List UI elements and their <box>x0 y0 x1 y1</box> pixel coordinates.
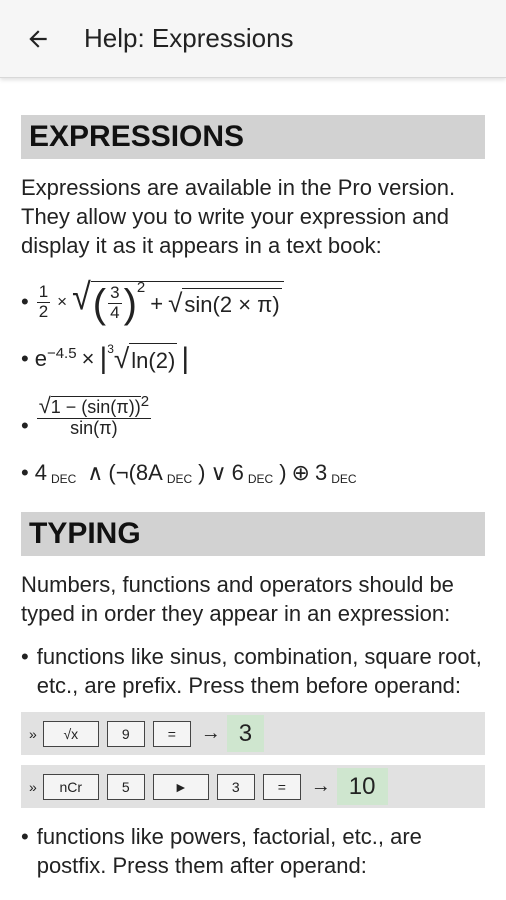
typing-description: Numbers, functions and operators should be typed in order they appear in an expression: <box>21 572 454 626</box>
example-expression-fraction-root <box>21 270 485 334</box>
list-item <box>21 822 485 880</box>
bullet: • <box>21 824 29 849</box>
bullet: • <box>21 644 29 669</box>
exponent: −4.5 <box>46 344 77 362</box>
prompt-icon: » <box>29 725 37 742</box>
section-header-expressions: EXPRESSIONS <box>21 115 485 159</box>
xor-operator: ⊕ <box>291 460 310 485</box>
key-5: 5 <box>107 774 145 800</box>
key-equals: = <box>153 721 191 747</box>
root-index: 3 <box>107 342 114 356</box>
result-arrow: → <box>200 722 221 744</box>
key-sqrt: √x <box>43 721 99 747</box>
list-item <box>21 642 485 700</box>
inner-square-root: √ sin(2 × π) <box>168 288 280 318</box>
expressions-description: Expressions are available in the Pro version. They allow you to write your expression and display it as it appears in a text book: <box>21 175 456 258</box>
and-operator: ∧ <box>87 460 104 485</box>
key-3: 3 <box>217 774 255 800</box>
bullet: • <box>21 346 29 371</box>
dec-label: DEC <box>166 472 193 486</box>
sin-fraction: $\frac{√1 - (\sin(\pi))^2}{\sin(\pi)}$ <box>38 392 150 438</box>
result-arrow: → <box>310 775 331 797</box>
arrow-left-icon <box>25 26 51 52</box>
help-content[interactable] <box>0 80 506 900</box>
key-equals: = <box>263 774 301 800</box>
fraction-three-quarters: $\frac{3}{4}$ <box>110 283 120 322</box>
example-expression-logic: • 4 DEC ∧ (¬(8A DEC ) ∨ 6 DEC ) ⊕ 3 DEC <box>21 460 357 486</box>
back-button[interactable] <box>0 0 76 78</box>
example-expression-fraction <box>21 384 485 448</box>
square-root: √ ( $\frac{3}{4}$ ) 2 + √ sin(2 × π) <box>72 281 284 324</box>
bullet: • <box>21 460 29 485</box>
list-item-text: functions like sinus, combination, square root, etc., are prefix. Press them before operand: <box>36 644 482 698</box>
key-ncr: nCr <box>43 774 99 800</box>
result-value: 10 <box>337 768 388 805</box>
bullet: • <box>21 413 29 438</box>
or-operator: ∨ <box>210 460 227 485</box>
bullet: • <box>21 289 29 314</box>
radical-sign: √ <box>72 276 91 318</box>
base-e: e <box>34 346 47 371</box>
example-ncr-sequence <box>21 765 485 808</box>
page-title: Help: Expressions <box>84 23 294 53</box>
exponent: 2 <box>136 279 146 296</box>
fraction-half: $\frac{1}{2}$ <box>38 281 49 321</box>
app-bar <box>0 0 506 78</box>
times-operator: × <box>81 346 95 371</box>
example-expression-exponential <box>21 334 485 384</box>
key-next-arg-icon: ► <box>153 774 209 800</box>
cube-root: √ ln(2) <box>113 343 176 374</box>
dec-label: DEC <box>331 472 357 486</box>
section-header-typing: TYPING <box>21 512 485 556</box>
dec-label: DEC <box>247 472 274 486</box>
prompt-icon: » <box>29 778 37 795</box>
key-9: 9 <box>107 721 145 747</box>
list-item-text: functions like powers, factorial, etc., are postfix. Press them after operand: <box>36 824 422 878</box>
plus-operator: + <box>150 290 164 316</box>
result-value: 3 <box>227 715 264 752</box>
abs-bar-left: | <box>99 342 108 375</box>
times-operator: × <box>57 292 68 311</box>
abs-bar-right: | <box>181 342 190 375</box>
dec-label: DEC <box>50 472 77 486</box>
example-sqrt-sequence <box>21 712 485 755</box>
